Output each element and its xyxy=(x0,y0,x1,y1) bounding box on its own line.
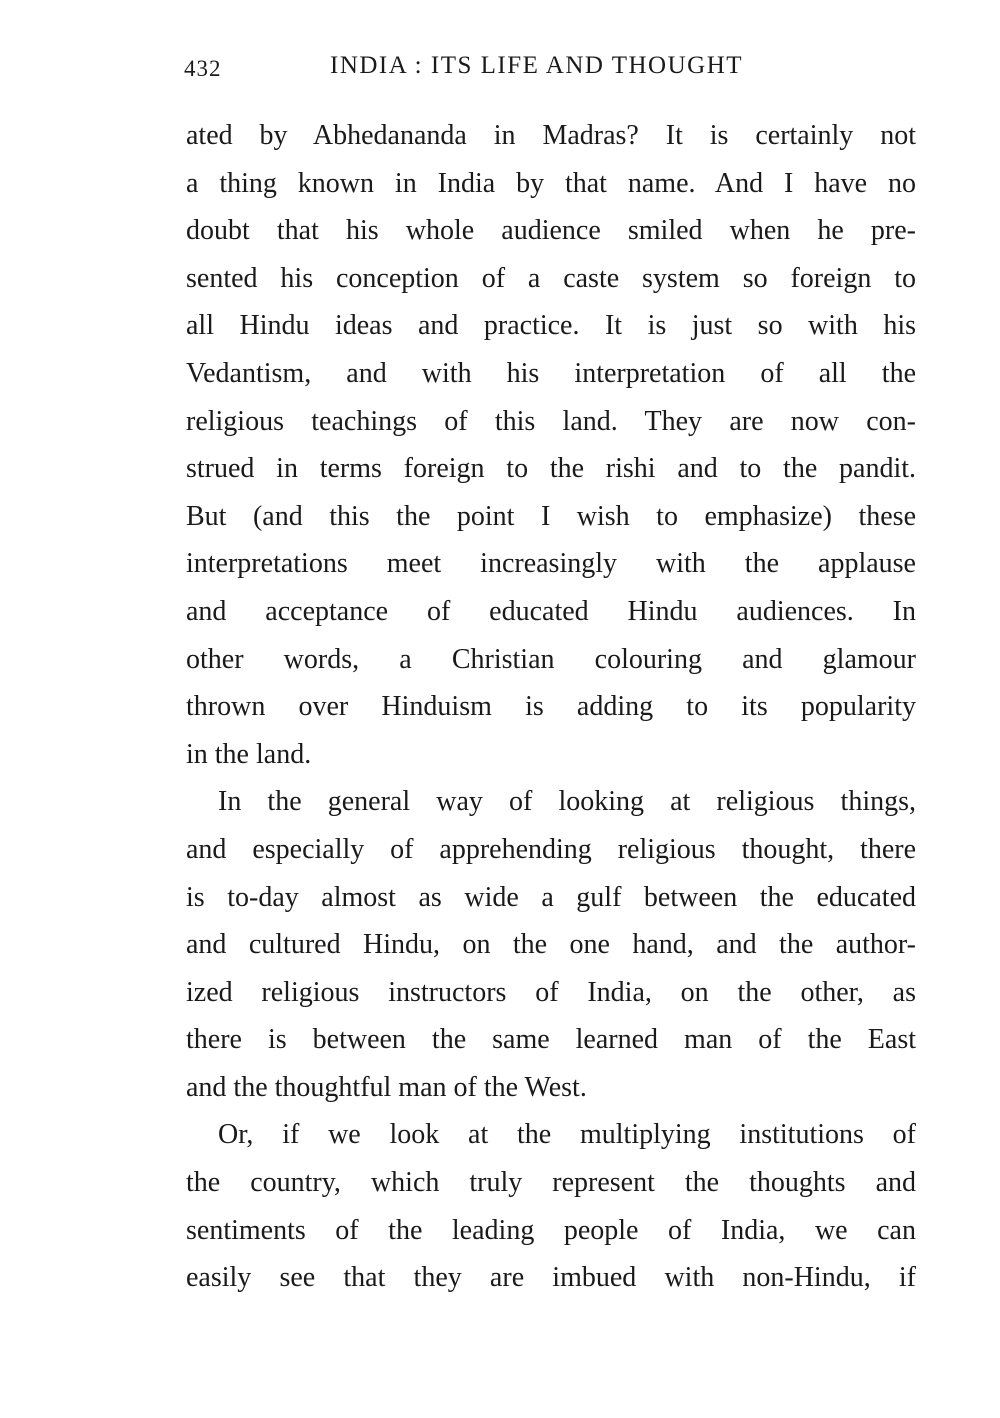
text-line: thrown over Hinduism is adding to its popularity xyxy=(186,691,916,723)
text-line: and especially of apprehending religious thought, there xyxy=(186,833,916,865)
text-line: interpretations meet increasingly with the applause xyxy=(186,548,916,580)
page-number: 432 xyxy=(184,56,222,81)
text-line: is to-day almost as wide a gulf between the educated xyxy=(186,881,916,913)
text-line: other words, a Christian colouring and glamour xyxy=(186,643,916,675)
text-line: and the thoughtful man of the West. xyxy=(186,1071,587,1103)
text-line: religious teachings of this land. They are now con- xyxy=(186,405,916,437)
text-line: easily see that they are imbued with non-Hindu, if xyxy=(186,1262,916,1294)
text-line: and cultured Hindu, on the one hand, and the author- xyxy=(186,929,916,961)
paragraph-1 xyxy=(186,112,916,778)
text-line: sented his conception of a caste system so foreign to xyxy=(186,262,916,294)
text-line: and acceptance of educated Hindu audiences. In xyxy=(186,595,916,627)
text-line: ated by Abhedananda in Madras? It is certainly not xyxy=(186,120,916,151)
paragraph-2 xyxy=(186,778,916,1111)
text-line: But (and this the point I wish to emphasize) these xyxy=(186,500,916,532)
text-line: Or, if we look at the multiplying institutions of xyxy=(218,1119,916,1151)
running-title: INDIA : ITS LIFE AND THOUGHT xyxy=(330,52,744,79)
text-line: ized religious instructors of India, on the other, as xyxy=(186,976,916,1008)
text-line: Vedantism, and with his interpretation of all the xyxy=(186,357,916,389)
paragraph-3 xyxy=(186,1111,916,1301)
text-line: In the general way of looking at religious things, xyxy=(218,786,916,818)
text-line: all Hindu ideas and practice. It is just so with his xyxy=(186,310,916,342)
text-line: sentiments of the leading people of India, we can xyxy=(186,1214,916,1246)
body-text xyxy=(186,112,916,1302)
running-head xyxy=(184,52,924,92)
text-line: in the land. xyxy=(186,738,312,770)
text-line: doubt that his whole audience smiled when he pre- xyxy=(186,215,916,247)
text-line: strued in terms foreign to the rishi and to the pandit. xyxy=(186,453,916,485)
text-line: there is between the same learned man of the East xyxy=(186,1024,916,1056)
text-line: the country, which truly represent the thoughts and xyxy=(186,1167,916,1199)
text-line: a thing known in India by that name. And I have no xyxy=(186,167,916,199)
